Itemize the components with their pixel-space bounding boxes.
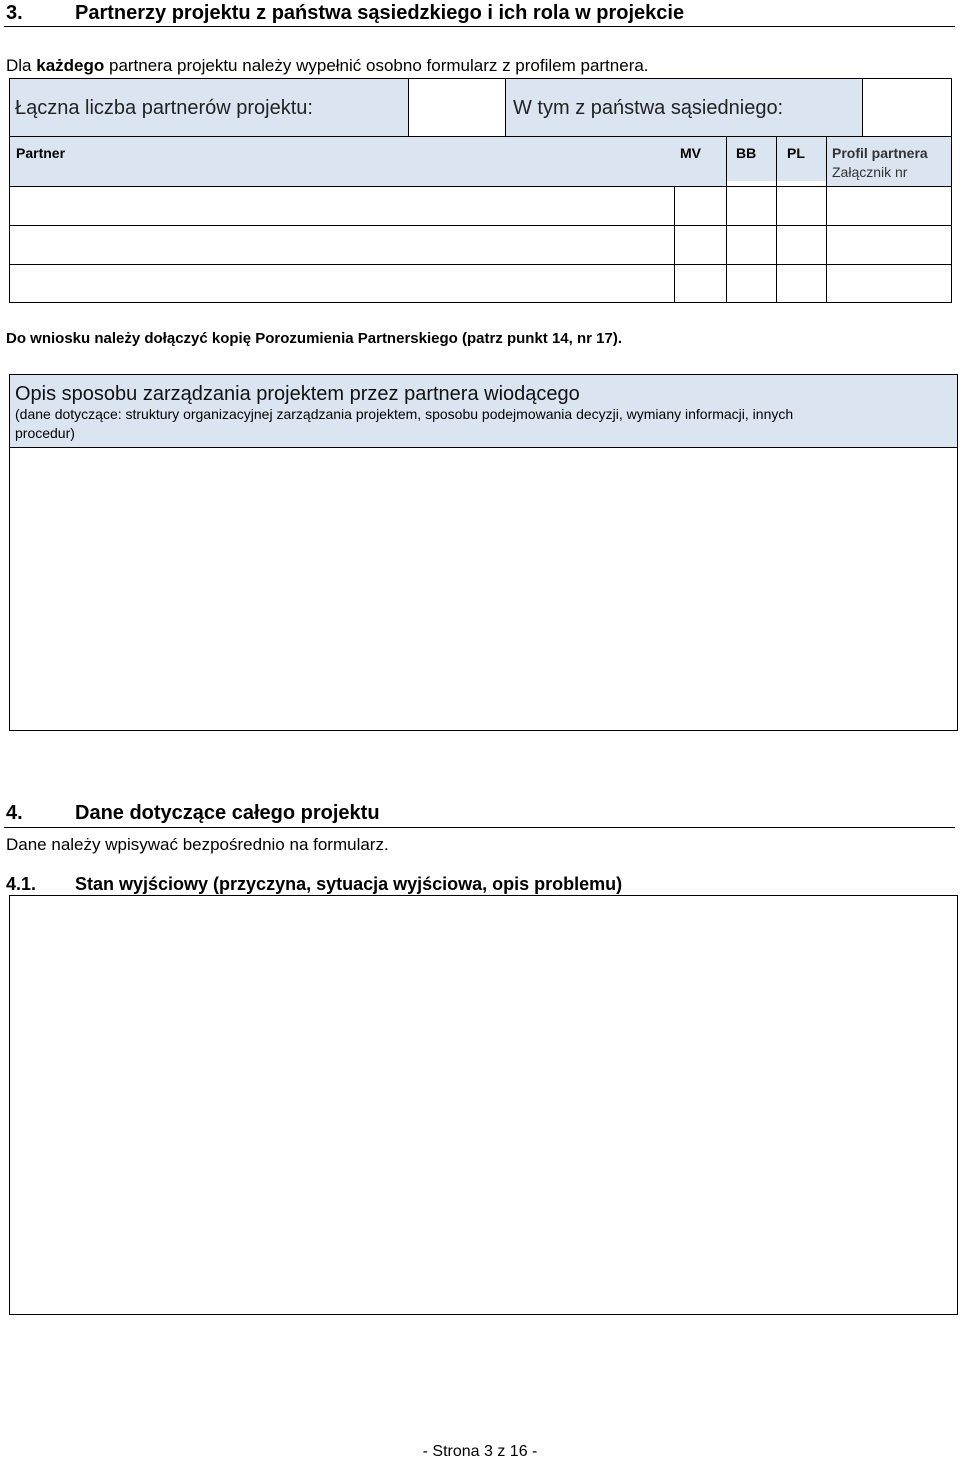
header-profile-line2: Załącznik nr [832, 164, 908, 180]
intro-text-post: partnera projektu należy wypełnić osobno formularz z profilem partnera. [104, 56, 649, 75]
totals-label: Łączna liczba partnerów projektu: [15, 97, 313, 119]
section-4-title: Dane dotyczące całego projektu [75, 802, 380, 824]
section-4-instruction: Dane należy wpisywać bezpośrednio na formularz. [6, 835, 389, 854]
bb-input[interactable] [727, 265, 776, 302]
mv-input[interactable] [675, 187, 726, 225]
management-subtitle-line2: procedur) [15, 425, 75, 441]
pl-input[interactable] [777, 226, 826, 264]
management-title: Opis sposobu zarządzania projektem przez partnera wiodącego [15, 383, 580, 405]
totals-input[interactable] [408, 78, 506, 137]
section-3-intro [6, 56, 649, 76]
col-sep-bb-header [776, 137, 777, 186]
table-row [10, 226, 951, 264]
header-pl: PL [787, 145, 805, 161]
partner-header-bg [10, 137, 951, 186]
pl-input[interactable] [777, 187, 826, 225]
col-sep-mv-header [726, 137, 727, 186]
section-3-title: Partnerzy projektu z państwa sąsiedzkiego i ich rola w projekcie [75, 2, 685, 24]
management-textarea[interactable] [9, 447, 958, 731]
col-sep-pl-header [826, 137, 827, 186]
bb-input[interactable] [727, 226, 776, 264]
section-4-1-title: Stan wyjściowy (przyczyna, sytuacja wyjściowa, opis problemu) [75, 874, 623, 894]
header-profile-line1: Profil partnera [832, 145, 928, 161]
partner-name-input[interactable] [10, 226, 674, 264]
section-4-1-number: 4.1. [6, 874, 37, 894]
mv-input[interactable] [675, 226, 726, 264]
header-partner: Partner [16, 145, 66, 161]
header-bb: BB [736, 145, 757, 161]
pl-input[interactable] [777, 265, 826, 302]
profile-attachment-input[interactable] [827, 265, 951, 302]
intro-text-bold: każdego [36, 56, 105, 75]
profile-attachment-input[interactable] [827, 187, 951, 225]
attachment-note: Do wniosku należy dołączyć kopię Porozumienia Partnerskiego (patrz punkt 14, nr 17). [6, 330, 622, 347]
partner-name-input[interactable] [10, 265, 674, 302]
bb-input[interactable] [727, 187, 776, 225]
initial-state-textarea[interactable] [9, 895, 958, 1315]
partner-name-input[interactable] [10, 187, 674, 225]
neighbor-input[interactable] [862, 78, 952, 137]
section-4-rule [4, 827, 955, 828]
section-3-number: 3. [6, 2, 23, 24]
neighbor-label: W tym z państwa sąsiedniego: [513, 97, 784, 119]
table-row [10, 265, 951, 302]
table-row [10, 187, 951, 225]
intro-text-pre: Dla [6, 56, 37, 75]
page-number: - Strona 3 z 16 - [422, 1443, 538, 1460]
profile-attachment-input[interactable] [827, 226, 951, 264]
mv-input[interactable] [675, 265, 726, 302]
section-3-rule [4, 26, 955, 27]
partner-table [9, 136, 952, 303]
header-mv: MV [680, 145, 701, 161]
management-subtitle-line1: (dane dotyczące: struktury organizacyjnej zarządzania projektem, sposobu podejmowania decyzji, wymiany informacji, innych [15, 406, 794, 422]
section-4-number: 4. [6, 802, 23, 824]
